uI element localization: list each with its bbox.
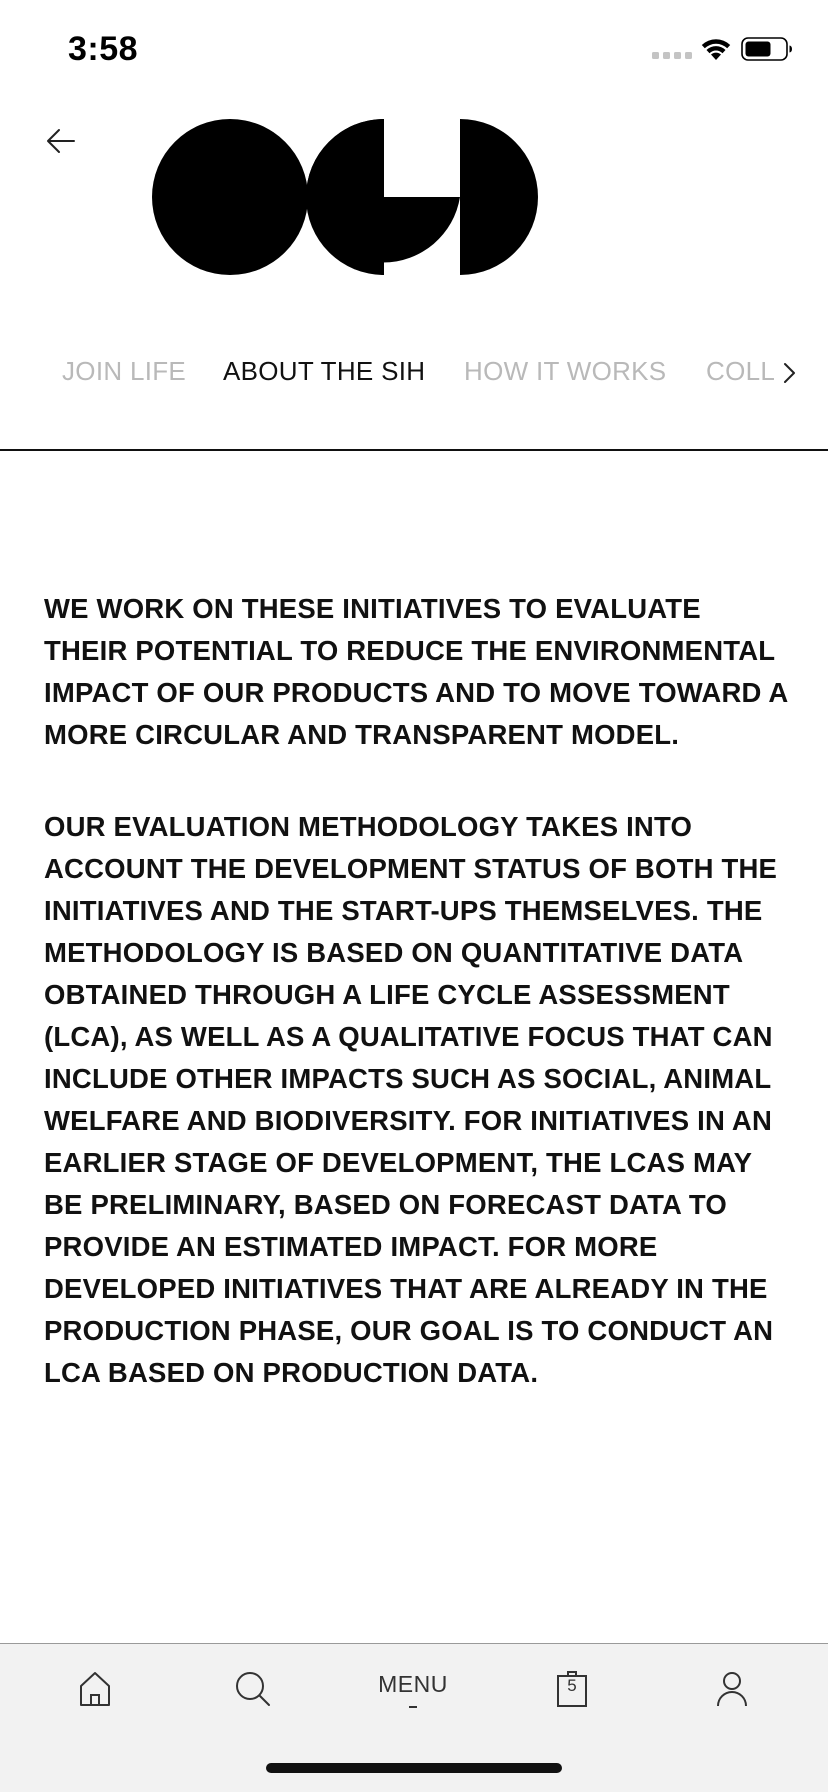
cellular-signal-icon [652, 52, 692, 59]
tab-coll[interactable]: COLL [706, 356, 776, 386]
status-time: 3:58 [68, 30, 139, 68]
nav-menu-label: MENU [378, 1670, 448, 1697]
battery-icon [741, 37, 793, 61]
user-icon [716, 1670, 748, 1708]
section-tabs [0, 346, 828, 396]
header-divider [0, 449, 828, 451]
status-bar [0, 0, 828, 100]
nav-home-button[interactable] [72, 1664, 118, 1714]
search-icon [234, 1670, 272, 1708]
home-icon [78, 1670, 112, 1708]
paragraph-methodology: OUR EVALUATION METHODOLOGY TAKES INTO ACCOUNT THE DEVELOPMENT STATUS OF BOTH THE INITIATIVES AND THE START-UPS THEMSELVES. THE METHODOLOGY IS BASED ON QUANTITATIVE DATA OBTAINED THROUGH A LIFE CYCLE ASSESSMENT (LCA), AS WELL AS A QUALITATIVE FOCUS THAT CAN INCLUDE OTHER IMPACTS SUCH AS SOCIAL, ANIMAL WELFARE AND BIODIVERSITY. FOR INITIATIVES IN AN EARLIER STAGE OF DEVELOPMENT, THE LCAS MAY BE PRELIMINARY, BASED ON FORECAST DATA TO PROVIDE AN ESTIMATED IMPACT. FOR MORE DEVELOPED INITIATIVES THAT ARE ALREADY IN THE PRODUCTION PHASE, OUR GOAL IS TO CONDUCT AN LCA BASED ON PRODUCTION DATA. [44, 811, 778, 1388]
nav-profile-button[interactable] [710, 1664, 754, 1714]
wifi-icon [698, 34, 734, 62]
home-indicator [266, 1763, 562, 1773]
tab-clip [706, 356, 776, 390]
tab-how-it-works[interactable]: HOW IT WORKS [464, 356, 667, 386]
arrow-left-icon[interactable] [44, 124, 78, 158]
tab-about-the-sih[interactable]: ABOUT THE SIH [223, 356, 426, 386]
active-indicator [409, 1706, 417, 1708]
paragraph-intro: WE WORK ON THESE INITIATIVES TO EVALUATE THEIR POTENTIAL TO REDUCE THE ENVIRONMENTAL IMPACT OF OUR PRODUCTS AND TO MOVE TOWARD A MORE CIRCULAR AND TRANSPARENT MODEL. [44, 593, 788, 750]
chevron-right-icon[interactable] [776, 358, 802, 388]
bag-count-badge: 5 [567, 1676, 577, 1695]
nav-search-button[interactable] [230, 1664, 276, 1714]
about-content [44, 588, 790, 1394]
brand-logo-icon [152, 119, 538, 275]
nav-menu-button[interactable] [362, 1664, 464, 1714]
tab-join-life[interactable]: JOIN LIFE [62, 356, 187, 386]
nav-bag-button[interactable] [552, 1664, 592, 1714]
